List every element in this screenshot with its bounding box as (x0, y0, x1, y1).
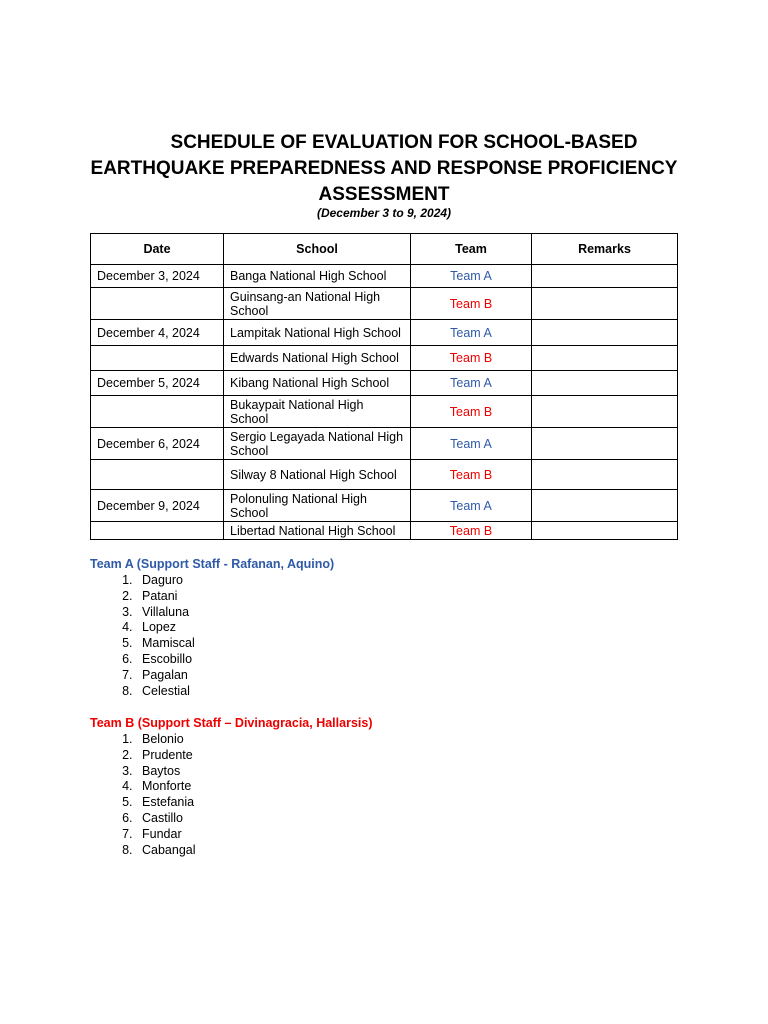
cell-date: December 6, 2024 (91, 428, 224, 460)
cell-date (91, 346, 224, 371)
table-row (91, 288, 678, 320)
cell-school: Banga National High School (224, 265, 411, 288)
cell-team: Team A (411, 371, 532, 396)
cell-date: December 4, 2024 (91, 320, 224, 346)
member-list-item: 8. Cabangal (136, 843, 372, 859)
cell-date: December 5, 2024 (91, 371, 224, 396)
cell-team: Team B (411, 396, 532, 428)
member-list-item: 2. Patani (136, 589, 334, 605)
cell-school: Lampitak National High School (224, 320, 411, 346)
table-row (91, 428, 678, 460)
member-list-item: 3. Villaluna (136, 605, 334, 621)
team-b-heading: Team B (Support Staff – Divinagracia, Hallarsis) (90, 716, 373, 730)
cell-remarks (532, 396, 678, 428)
cell-team: Team A (411, 490, 532, 522)
cell-date (91, 288, 224, 320)
table-row (91, 460, 678, 490)
member-list-item: 4. Lopez (136, 620, 334, 636)
title-line-1: SCHEDULE OF EVALUATION FOR SCHOOL-BASED (170, 132, 638, 153)
cell-date (91, 396, 224, 428)
cell-remarks (532, 371, 678, 396)
cell-team: Team B (411, 346, 532, 371)
cell-remarks (532, 320, 678, 346)
member-list-item: 5. Estefania (136, 795, 372, 811)
table-row (91, 265, 678, 288)
header-team: Team (411, 234, 532, 265)
member-list-item: 6. Castillo (136, 811, 372, 827)
header-school: School (224, 234, 411, 265)
cell-school: Guinsang-an National High School (224, 288, 411, 320)
document-title (60, 130, 708, 208)
table-row (91, 396, 678, 428)
table-row (91, 522, 678, 540)
member-list-item: 3. Baytos (136, 764, 372, 780)
team-b-section (90, 716, 372, 858)
cell-team: Team A (411, 265, 532, 288)
header-date: Date (91, 234, 224, 265)
team-a-member-list (90, 573, 334, 699)
cell-date: December 9, 2024 (91, 490, 224, 522)
cell-team: Team B (411, 460, 532, 490)
cell-school: Silway 8 National High School (224, 460, 411, 490)
title-line-2: EARTHQUAKE PREPAREDNESS AND RESPONSE PROFICIENCY (90, 158, 678, 179)
member-list-item: 5. Mamiscal (136, 636, 334, 652)
table-row (91, 371, 678, 396)
member-list-item: 6. Escobillo (136, 652, 334, 668)
cell-remarks (532, 428, 678, 460)
table-body (91, 265, 678, 540)
cell-school: Bukaypait National High School (224, 396, 411, 428)
table-header-row (91, 234, 678, 265)
cell-team: Team B (411, 288, 532, 320)
team-a-heading: Team A (Support Staff - Rafanan, Aquino) (90, 557, 335, 571)
date-range-subtitle: (December 3 to 9, 2024) (316, 206, 452, 220)
member-list-item: 8. Celestial (136, 684, 334, 700)
cell-team: Team B (411, 522, 532, 540)
cell-team: Team A (411, 320, 532, 346)
cell-remarks (532, 265, 678, 288)
cell-school: Sergio Legayada National High School (224, 428, 411, 460)
table-row (91, 490, 678, 522)
cell-remarks (532, 522, 678, 540)
schedule-table (90, 233, 678, 540)
cell-school: Kibang National High School (224, 371, 411, 396)
header-remarks: Remarks (532, 234, 678, 265)
cell-date (91, 460, 224, 490)
table-row (91, 320, 678, 346)
member-list-item: 7. Pagalan (136, 668, 334, 684)
member-list-item: 2. Prudente (136, 748, 372, 764)
cell-remarks (532, 490, 678, 522)
member-list-item: 1. Belonio (136, 732, 372, 748)
cell-remarks (532, 460, 678, 490)
cell-remarks (532, 288, 678, 320)
cell-school: Edwards National High School (224, 346, 411, 371)
team-a-section (90, 557, 334, 699)
title-line-3: ASSESSMENT (318, 184, 450, 205)
cell-date: December 3, 2024 (91, 265, 224, 288)
member-list-item: 7. Fundar (136, 827, 372, 843)
cell-school: Polonuling National High School (224, 490, 411, 522)
cell-remarks (532, 346, 678, 371)
team-b-member-list (90, 732, 372, 858)
member-list-item: 1. Daguro (136, 573, 334, 589)
member-list-item: 4. Monforte (136, 779, 372, 795)
cell-date (91, 522, 224, 540)
cell-team: Team A (411, 428, 532, 460)
cell-school: Libertad National High School (224, 522, 411, 540)
table-row (91, 346, 678, 371)
